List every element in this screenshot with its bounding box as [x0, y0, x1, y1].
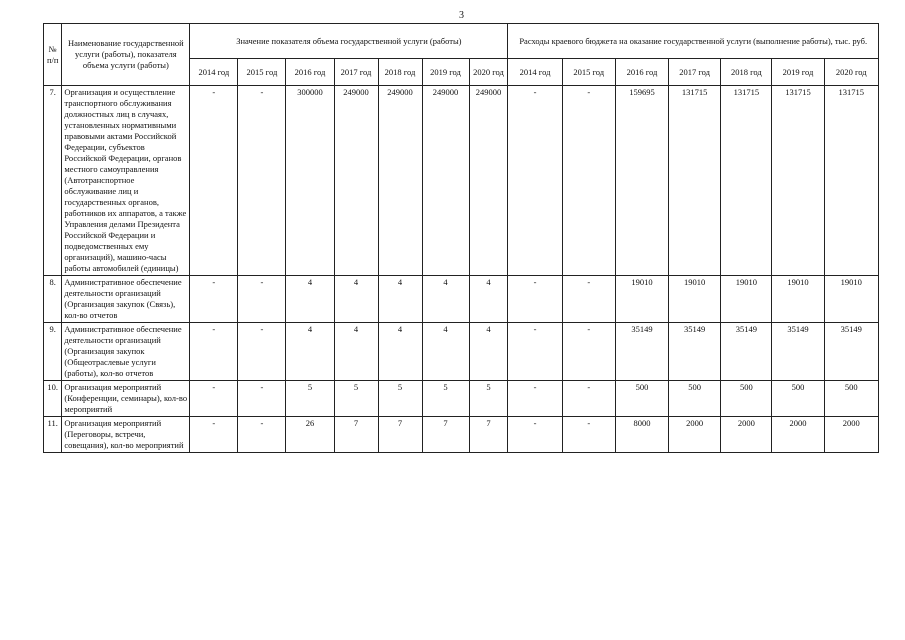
- cost-value: 131715: [669, 86, 721, 276]
- cost-value: 2000: [721, 417, 772, 453]
- cost-value: 2000: [824, 417, 878, 453]
- volume-value: 4: [334, 323, 378, 381]
- header-volume-year: 2014 год: [190, 59, 238, 86]
- volume-value: 4: [334, 276, 378, 323]
- cost-value: 131715: [824, 86, 878, 276]
- cost-value: -: [508, 417, 562, 453]
- volume-value: 4: [469, 323, 508, 381]
- cost-value: 500: [669, 381, 721, 417]
- table-row: [44, 323, 879, 381]
- volume-value: 5: [422, 381, 469, 417]
- volume-value: 5: [378, 381, 422, 417]
- header-volume-year: 2017 год: [334, 59, 378, 86]
- cost-value: 35149: [772, 323, 824, 381]
- table-row: [44, 86, 879, 276]
- header-cost-year: 2015 год: [562, 59, 615, 86]
- volume-value: 5: [334, 381, 378, 417]
- cost-value: 19010: [772, 276, 824, 323]
- cost-value: 35149: [669, 323, 721, 381]
- header-volume-year: 2020 год: [469, 59, 508, 86]
- service-name: Организация и осуществление транспортного обслуживания должностных лиц в случаях, установленных нормативными правовыми актами Российской Федерации, субъектов Российской Федерации, органов местного самоуправления (Автотранспортное обслуживание лиц и государственных органов, работников их аппаратов, а также Управления делами Президента Российской Федерации и подведомственных ему организаций), машино-часы работы автомобилей (единицы): [62, 86, 190, 276]
- cost-value: 2000: [669, 417, 721, 453]
- volume-value: 4: [378, 323, 422, 381]
- cost-value: 500: [772, 381, 824, 417]
- cost-value: -: [508, 381, 562, 417]
- header-no: № п/п: [44, 24, 62, 86]
- cost-value: -: [508, 276, 562, 323]
- table-row: [44, 417, 879, 453]
- cost-value: -: [562, 417, 615, 453]
- header-cost-year: 2016 год: [615, 59, 668, 86]
- volume-value: 4: [286, 276, 334, 323]
- volume-value: 4: [286, 323, 334, 381]
- header-volume-year: 2019 год: [422, 59, 469, 86]
- volume-value: -: [238, 381, 286, 417]
- cost-value: 159695: [615, 86, 668, 276]
- header-cost-year: 2019 год: [772, 59, 824, 86]
- service-table: [43, 23, 879, 453]
- volume-value: -: [190, 86, 238, 276]
- page-number: 3: [459, 10, 464, 21]
- volume-value: -: [190, 381, 238, 417]
- volume-value: 7: [422, 417, 469, 453]
- volume-value: 5: [469, 381, 508, 417]
- row-number: 9.: [44, 323, 62, 381]
- volume-value: 4: [422, 276, 469, 323]
- header-volume-group: Значение показателя объема государственной услуги (работы): [190, 24, 508, 59]
- row-number: 8.: [44, 276, 62, 323]
- service-name: Административное обеспечение деятельности организаций (Организация закупок (Связь), кол-во отчетов: [62, 276, 190, 323]
- cost-value: -: [562, 276, 615, 323]
- cost-value: 35149: [615, 323, 668, 381]
- volume-value: 249000: [422, 86, 469, 276]
- service-name: Организация мероприятий (Конференции, семинары), кол-во мероприятий: [62, 381, 190, 417]
- header-cost-year: 2017 год: [669, 59, 721, 86]
- cost-value: 35149: [721, 323, 772, 381]
- volume-value: -: [190, 276, 238, 323]
- cost-value: 500: [615, 381, 668, 417]
- cost-value: 19010: [669, 276, 721, 323]
- volume-value: 249000: [334, 86, 378, 276]
- cost-value: -: [562, 381, 615, 417]
- volume-value: 249000: [378, 86, 422, 276]
- volume-value: 300000: [286, 86, 334, 276]
- cost-value: 500: [721, 381, 772, 417]
- header-volume-year: 2016 год: [286, 59, 334, 86]
- service-name: Административное обеспечение деятельности организаций (Организация закупок (Общеотраслевые услуги (работы), кол-во отчетов: [62, 323, 190, 381]
- cost-value: 500: [824, 381, 878, 417]
- cost-value: 131715: [721, 86, 772, 276]
- volume-value: -: [190, 417, 238, 453]
- volume-value: 26: [286, 417, 334, 453]
- header-cost-year: 2014 год: [508, 59, 562, 86]
- volume-value: -: [190, 323, 238, 381]
- table-row: [44, 381, 879, 417]
- volume-value: 7: [378, 417, 422, 453]
- table-row: [44, 276, 879, 323]
- volume-value: -: [238, 323, 286, 381]
- cost-value: 19010: [615, 276, 668, 323]
- cost-value: 35149: [824, 323, 878, 381]
- header-volume-year: 2018 год: [378, 59, 422, 86]
- volume-value: 5: [286, 381, 334, 417]
- volume-value: 249000: [469, 86, 508, 276]
- cost-value: 19010: [721, 276, 772, 323]
- cost-value: -: [562, 86, 615, 276]
- cost-value: 2000: [772, 417, 824, 453]
- header-cost-group: Расходы краевого бюджета на оказание государственной услуги (выполнение работы), тыс. руб.: [508, 24, 879, 59]
- volume-value: -: [238, 276, 286, 323]
- volume-value: 7: [469, 417, 508, 453]
- cost-value: -: [508, 86, 562, 276]
- volume-value: 4: [378, 276, 422, 323]
- volume-value: -: [238, 417, 286, 453]
- cost-value: 19010: [824, 276, 878, 323]
- cost-value: 8000: [615, 417, 668, 453]
- row-number: 11.: [44, 417, 62, 453]
- row-number: 10.: [44, 381, 62, 417]
- cost-value: -: [508, 323, 562, 381]
- cost-value: -: [562, 323, 615, 381]
- volume-value: -: [238, 86, 286, 276]
- header-volume-year: 2015 год: [238, 59, 286, 86]
- volume-value: 4: [422, 323, 469, 381]
- header-service-name: Наименование государственной услуги (работы), показателя объема услуги (работы): [62, 24, 190, 86]
- header-cost-year: 2018 год: [721, 59, 772, 86]
- row-number: 7.: [44, 86, 62, 276]
- header-cost-year: 2020 год: [824, 59, 878, 86]
- volume-value: 4: [469, 276, 508, 323]
- volume-value: 7: [334, 417, 378, 453]
- service-name: Организация мероприятий (Переговоры, встречи, совещания), кол-во мероприятий: [62, 417, 190, 453]
- cost-value: 131715: [772, 86, 824, 276]
